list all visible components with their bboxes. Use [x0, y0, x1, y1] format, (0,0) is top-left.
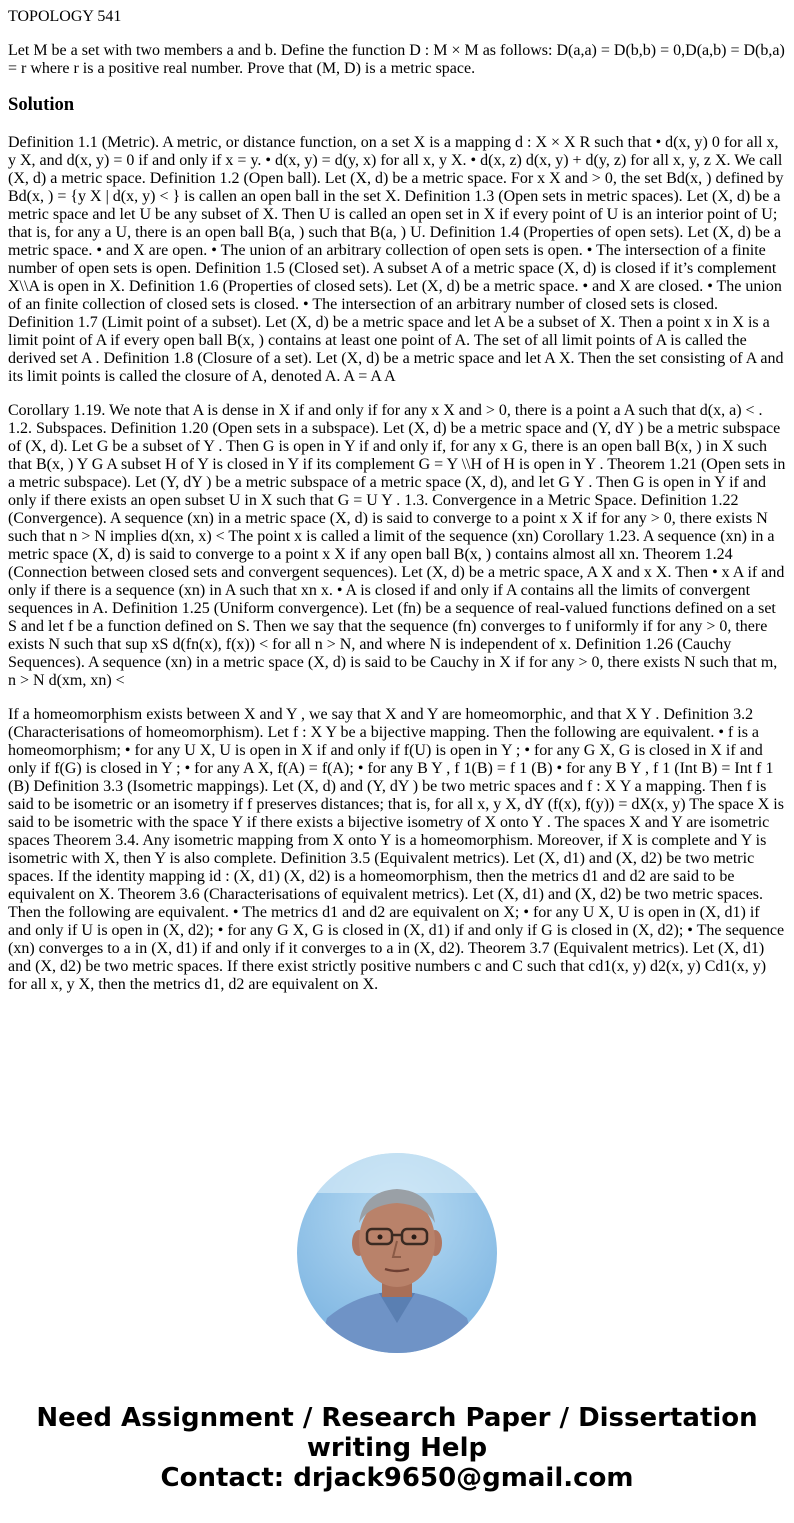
promo-line-2: writing Help [306, 1433, 488, 1463]
document-body [8, 8, 786, 1010]
promo-banner [0, 1403, 794, 1493]
promo-contact: Contact: drjack9650@gmail.com [160, 1463, 634, 1493]
course-title: TOPOLOGY 541 [8, 8, 122, 25]
question-text: Let M be a set with two members a and b. Define the function D : M × M as follows: D(a,a) = D(b,b) = 0,D(a,b) = D(b,a) = r where r is a positive real number. Prove that (M, D) is a metric space. [8, 42, 785, 77]
portrait-image [297, 1153, 497, 1353]
promo-line-1: Need Assignment / Research Paper / Dissertation [36, 1403, 758, 1433]
solution-paragraph-2: Corollary 1.19. We note that A is dense in X if and only if for any x X and > 0, there is a point a A such that d(x, a) < . 1.2. Subspaces. Definition 1.20 (Open sets in a subspace). Let (X, d) be a metric space and (Y, dY ) be a metric subspace of (X, d). Let G be a subset of Y . Then G is open in Y if and only if, for any x G, there is an open ball B(x, ) in X such that B(x, ) Y G A subset H of Y is closed in Y if its complement G = Y \\H of H is open in Y . Theorem 1.21 (Open sets in a metric subspace). Let (Y, dY ) be a metric subspace of a metric space (X, d), and let G Y . Then G is open in Y if and only if there exists an open subset U in X such that G = U Y . 1.3. Convergence in a Metric Space. Definition 1.22 (Convergence). A sequence (xn) in a metric space (X, d) is said to converge to a point x X if for any > 0, there exists N such that n > N implies d(xn, x) < The point x is called a limit of the sequence (xn) Corollary 1.23. A sequence (xn) in a metric space (X, d) is said to converge to a point x X if any open ball B(x, ) contains almost all xn. Theorem 1.24 (Connection between closed sets and convergent sequences). Let (X, d) be a metric space, A X and x X. Then • x A if and only if there is a sequence (xn) in A such that xn x. • A is closed if and only if A contains all the limits of convergent sequences in A. Definition 1.25 (Uniform convergence). Let (fn) be a sequence of real-valued functions defined on a set S and let f be a function defined on S. Then we say that the sequence (fn) converges to f uniformly if for any > 0, there exists N such that sup xS d(fn(x), f(x)) < for all n > N, and where N is independent of x. Definition 1.26 (Cauchy Sequences). A sequence (xn) in a metric space (X, d) is said to be Cauchy in X if for any > 0, there exists N such that m, n > N d(xm, xn) < [8, 402, 786, 689]
solution-paragraph-1: Definition 1.1 (Metric). A metric, or distance function, on a set X is a mapping d : X × X R such that • d(x, y) 0 for all x, y X, and d(x, y) = 0 if and only if x = y. • d(x, y) = d(y, x) for all x, y X. • d(x, z) d(x, y) + d(y, z) for all x, y, z X. We call (X, d) a metric space. Definition 1.2 (Open ball). Let (X, d) be a metric space. For x X and > 0, the set Bd(x, ) defined by Bd(x, ) = {y X | d(x, y) < } is callen an open ball in the set X. Definition 1.3 (Open sets in metric spaces). Let (X, d) be a metric space and let U be any subset of X. Then U is called an open set in X if every point of U is an interior point of U; that is, for any a U, there is an open ball B(a, ) such that B(a, ) U. Definition 1.4 (Properties of open sets). Let (X, d) be a metric space. • and X are open. • The union of an arbitrary collection of open sets is open. • The intersection of a finite number of open sets is open. Definition 1.5 (Closed set). A subset A of a metric space (X, d) is closed if it’s complement X\\A is open in X. Definition 1.6 (Properties of closed sets). Let (X, d) be a metric space. • and X are closed. • The union of an finite collection of closed sets is closed. • The intersection of an arbitrary number of closed sets is closed. Definition 1.7 (Limit point of a subset). Let (X, d) be a metric space and let A be a subset of X. Then a point x in X is a limit point of A if every open ball B(x, ) contains at least one point of A. The set of all limit points of A is called the derived set A . Definition 1.8 (Closure of a set). Let (X, d) be a metric space and let A X. Then the set consisting of A and its limit points is called the closure of A, denoted A. A = A A [8, 134, 784, 385]
author-photo [297, 1153, 497, 1353]
solution-heading: Solution [8, 94, 75, 115]
solution-paragraph-3: If a homeomorphism exists between X and Y , we say that X and Y are homeomorphic, and that X Y . Definition 3.2 (Characterisations of homeomorphism). Let f : X Y be a bijective mapping. Then the following are equivalent. • f is a homeomorphism; • for any U X, U is open in X if and only if f(U) is open in Y ; • for any G X, G is closed in X if and only if f(G) is closed in Y ; • for any A X, f(A) = f(A); • for any B Y , f 1(B) = f 1 (B) • for any B Y , f 1 (Int B) = Int f 1 (B) Definition 3.3 (Isometric mappings). Let (X, d) and (Y, dY ) be two metric spaces and f : X Y a mapping. Then f is said to be isometric or an isometry if f preserves distances; that is, for all x, y X, dY (f(x), f(y)) = dX(x, y) The space X is said to be isometric with the space Y if there exists a bijective isometry of X onto Y . The spaces X and Y are isometric spaces Theorem 3.4. Any isometric mapping from X onto Y is a homeomorphism. Moreover, if X is complete and Y is isometric with X, then Y is also complete. Definition 3.5 (Equivalent metrics). Let (X, d1) and (X, d2) be two metric spaces. If the identity mapping id : (X, d1) (X, d2) is a homeomorphism, then the metrics d1 and d2 are said to be equivalent on X. Theorem 3.6 (Characterisations of equivalent metrics). Let (X, d1) and (X, d2) be two metric spaces. Then the following are equivalent. • The metrics d1 and d2 are equivalent on X; • for any U X, U is open in (X, d1) if and only if U is open in (X, d2); • for any G X, G is closed in (X, d1) if and only if G is closed in (X, d2); • The sequence (xn) converges to a in (X, d1) if and only if it converges to a in (X, d2). Theorem 3.7 (Equivalent metrics). Let (X, d1) and (X, d2) be two metric spaces. If there exist strictly positive numbers c and C such that cd1(x, y) d2(x, y) Cd1(x, y) for all x, y X, then the metrics d1, d2 are equivalent on X. [8, 706, 785, 993]
